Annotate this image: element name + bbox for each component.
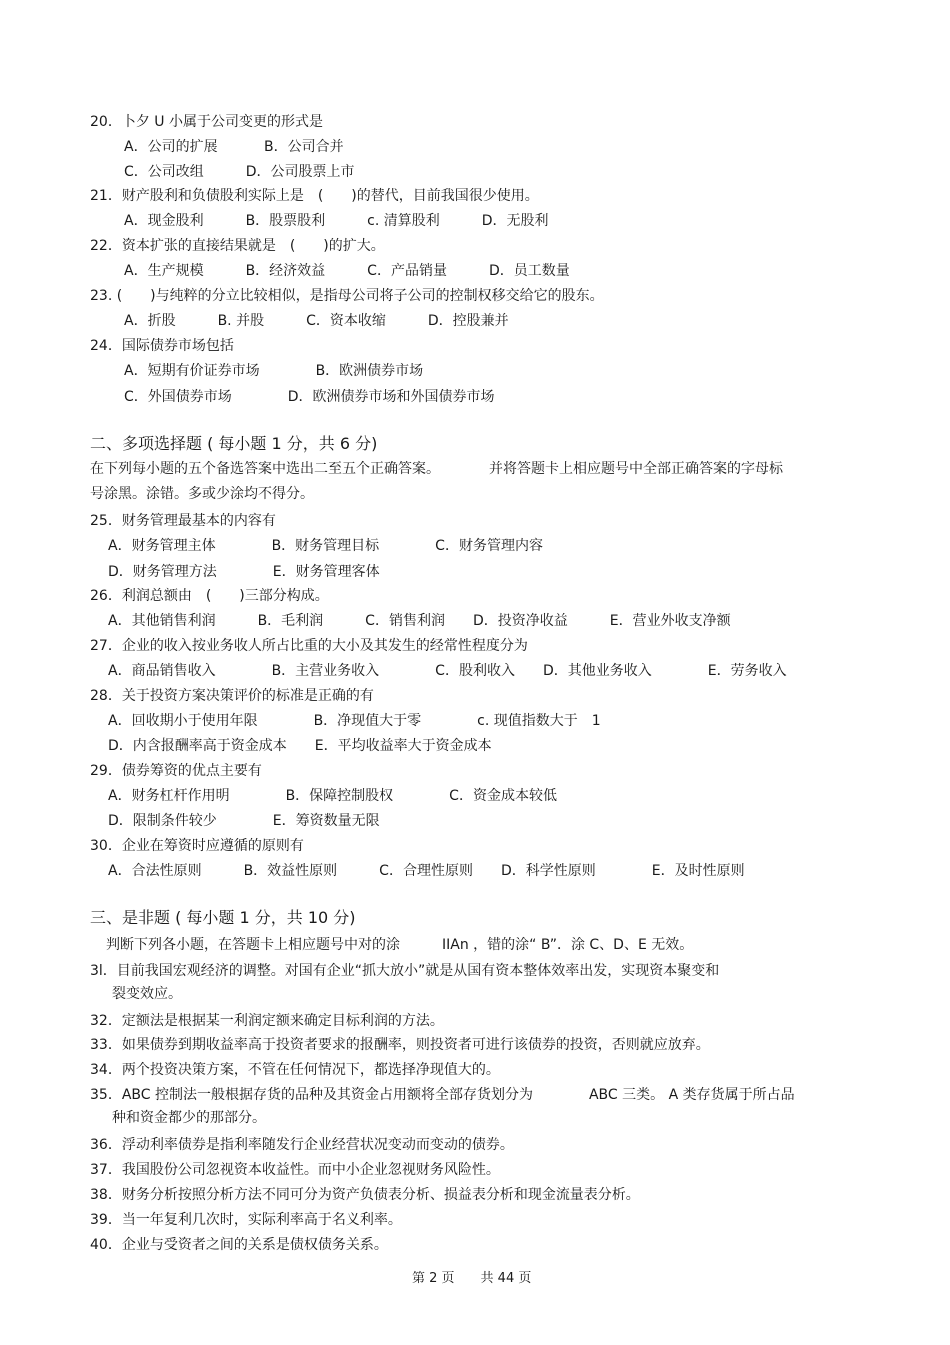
question-25: 25．财务管理最基本的内容有 [90,513,276,529]
question-37: 37．我国股份公司忽视资本收益性。而中小企业忽视财务风险性。 [90,1162,500,1178]
option-line: A．财务管理主体 B．财务管理目标 C．财务管理内容 [108,538,543,554]
option-line: C．公司改组 D．公司股票上市 [124,164,355,180]
question-35-continued: 种和资金都少的那部分。 [112,1110,266,1126]
option-line: D．内含报酬率高于资金成本 E．平均收益率大于资金成本 [108,738,492,754]
question-21: 21．财产股利和负债股利实际上是 ( )的替代，目前我国很少使用。 [90,188,539,204]
option-line: A．回收期小于使用年限 B．净现值大于零 c. 现值指数大于 1 [108,713,601,729]
option-line: A．生产规模 B．经济效益 C．产品销量 D．员工数量 [124,263,570,279]
page-footer: 第 2 页 共 44 页 [412,1271,532,1286]
section-heading-true-false: 三、是非题 ( 每小题 1 分，共 10 分) [90,908,356,927]
question-28: 28．关于投资方案决策评价的标准是正确的有 [90,688,374,704]
option-line: A．公司的扩展 B．公司合并 [124,139,344,155]
section-instructions: 号涂黑。涂错。多或少涂均不得分。 [90,486,314,502]
question-23: 23. ( )与纯粹的分立比较相似，是指母公司将子公司的控制权移交给它的股东。 [90,288,604,304]
question-20: 20．卜夕 U 小属于公司变更的形式是 [90,114,323,130]
section-heading-multiple-choice: 二、多项选择题 ( 每小题 1 分，共 6 分) [90,434,378,453]
option-line: A．短期有价证券市场 B．欧洲债券市场 [124,363,424,379]
question-34: 34．两个投资决策方案，不管在任何情况下，都选择净现值大的。 [90,1062,500,1078]
question-31-continued: 裂变效应。 [112,986,182,1002]
question-26: 26．利润总额由 ( )三部分构成。 [90,588,329,604]
option-line: C．外国债券市场 D．欧洲债券市场和外国债券市场 [124,389,495,405]
option-line: A．合法性原则 B．效益性原则 C．合理性原则 D．科学性原则 E．及时性原则 [108,863,745,879]
section-instructions: 在下列每小题的五个备选答案中选出二至五个正确答案。 并将答题卡上相应题号中全部正确答案的字母标 [90,461,783,477]
question-32: 32．定额法是根据某一利润定额来确定目标利润的方法。 [90,1013,444,1029]
question-39: 39．当一年复利几次时，实际利率高于名义利率。 [90,1212,402,1228]
question-33: 33．如果债券到期收益率高于投资者要求的报酬率，则投资者可进行该债券的投资，否则就应放弃。 [90,1037,710,1053]
question-29: 29．债券筹资的优点主要有 [90,763,262,779]
option-line: A．财务杠杆作用明 B．保障控制股权 C．资金成本较低 [108,788,557,804]
option-line: A．折股 B. 并股 C．资本收缩 D．控股兼并 [124,313,509,329]
option-line: A．其他销售利润 B．毛利润 C．销售利润 D．投资净收益 E．营业外收支净额 [108,613,731,629]
question-40: 40．企业与受资者之间的关系是债权债务关系。 [90,1237,388,1253]
option-line: D．限制条件较少 E．筹资数量无限 [108,813,380,829]
question-38: 38．财务分析按照分析方法不同可分为资产负债表分析、损益表分析和现金流量表分析。 [90,1187,640,1203]
question-27: 27．企业的收入按业务收人所占比重的大小及其发生的经常性程度分为 [90,638,528,654]
section-instructions: 判断下列各小题，在答题卡上相应题号中对的涂 IIAn ，错的涂“ B”．涂 C、D、E 无效。 [106,937,694,953]
question-22: 22．资本扩张的直接结果就是 ( )的扩大。 [90,238,385,254]
question-36: 36．浮动利率债券是指利率随发行企业经营状况变动而变动的债券。 [90,1137,514,1153]
question-31: 3l．目前我国宏观经济的调整。对国有企业“抓大放小”就是从国有资本整体效率出发，实现资本聚变和 [90,963,720,979]
option-line: A．现金股利 B．股票股利 c. 清算股利 D．无股利 [124,213,549,229]
option-line: A．商品销售收入 B．主营业务收入 C．股利收入 D．其他业务收入 E．劳务收入 [108,663,787,679]
question-24: 24．国际债券市场包括 [90,338,234,354]
option-line: D．财务管理方法 E．财务管理客体 [108,564,380,580]
question-35: 35．ABC 控制法一般根据存货的品种及其资金占用额将全部存货划分为 ABC 三类。 A 类存货属于所占品 [90,1087,795,1103]
question-30: 30．企业在筹资时应遵循的原则有 [90,838,304,854]
